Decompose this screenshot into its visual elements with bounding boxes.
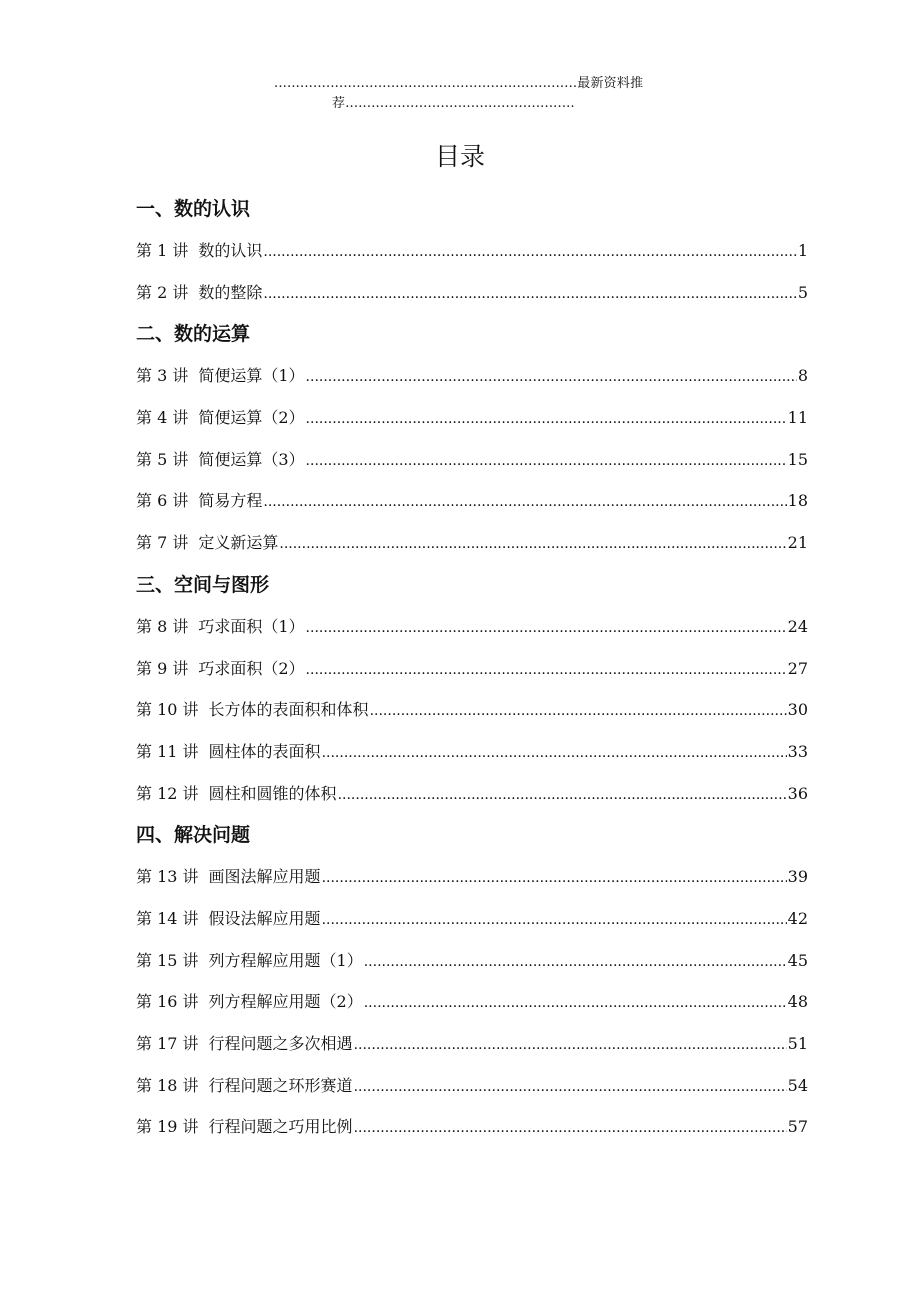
page-number: 27 [787,658,808,678]
lesson-number: 第 5 讲 [136,449,189,469]
dot-leader [306,606,787,648]
lesson-title: 行程问题之多次相遇 [208,1034,353,1053]
lesson-title: 行程问题之环形赛道 [208,1075,353,1095]
toc-entry[interactable] [136,606,808,648]
page-number: 24 [787,616,808,636]
page-number: 5 [797,282,808,302]
dot-leader [263,480,786,522]
page-header [274,74,694,114]
dot-leader [370,689,787,731]
toc-entry[interactable] [136,773,808,815]
page-number: 36 [787,783,808,803]
dot-leader [354,1065,787,1107]
lesson-number: 第 1 讲 [136,241,189,260]
lesson-title: 数的整除 [198,282,263,302]
lesson-number: 第 3 讲 [136,366,189,386]
page-number: 33 [787,741,808,761]
lesson-title: 简易方程 [198,491,263,511]
page-number: 45 [787,950,808,970]
dot-leader [306,439,787,481]
dot-leader [263,272,796,314]
toc-entry[interactable] [136,689,808,731]
page-number: 30 [787,700,808,720]
lesson-title: 简便运算（3） [198,449,305,469]
lesson-title: 圆柱和圆锥的体积 [208,783,337,803]
lesson-title: 圆柱体的表面积 [208,741,321,761]
lesson-number: 第 6 讲 [136,491,189,511]
dot-leader [279,522,786,564]
page-number: 54 [787,1075,808,1095]
toc-entry[interactable] [136,355,808,397]
toc-entry[interactable] [136,230,808,272]
lesson-number: 第 17 讲 [136,1034,199,1053]
lesson-number: 第 7 讲 [136,533,189,553]
page-number: 15 [787,449,808,469]
dot-leader [364,940,787,982]
page-number: 1 [797,241,808,260]
dot-leader [364,981,787,1023]
page-number: 57 [787,1117,808,1137]
lesson-title: 数的认识 [198,241,263,260]
page-number: 48 [787,992,808,1012]
page-number: 11 [787,408,808,428]
dot-leader [338,773,787,815]
section-heading: 二、数的运算 [136,323,251,346]
lesson-number: 第 10 讲 [136,700,199,720]
toc-entry[interactable] [136,898,808,940]
lesson-number: 第 4 讲 [136,408,189,428]
toc-entry[interactable] [136,1023,808,1065]
lesson-number: 第 2 讲 [136,282,189,302]
header-line-2: 荐..................................................... [332,96,575,111]
page-number: 42 [787,908,808,928]
lesson-number: 第 18 讲 [136,1075,199,1095]
lesson-title: 简便运算（2） [198,408,305,428]
toc-entry[interactable] [136,856,808,898]
lesson-title: 巧求面积（1） [198,616,305,636]
toc-entry[interactable] [136,480,808,522]
section-heading: 一、数的认识 [136,198,251,220]
lesson-number: 第 9 讲 [136,658,189,678]
dot-leader [322,856,787,898]
page-number: 39 [787,867,808,887]
lesson-title: 列方程解应用题（2） [208,992,363,1012]
lesson-title: 定义新运算 [198,533,279,553]
header-line-1: ......................................................................最新资料推 [274,76,644,91]
dot-leader [263,230,796,272]
lesson-title: 长方体的表面积和体积 [208,700,369,720]
lesson-number: 第 19 讲 [136,1117,199,1137]
lesson-title: 行程问题之巧用比例 [208,1117,353,1137]
page-number: 51 [787,1034,808,1053]
toc-entry[interactable] [136,397,808,439]
toc-entry[interactable] [136,981,808,1023]
section-heading: 三、空间与图形 [136,573,270,596]
toc-entry[interactable] [136,648,808,690]
lesson-title: 简便运算（1） [198,366,305,386]
dot-leader [322,898,787,940]
toc-entry[interactable] [136,940,808,982]
toc-entry[interactable] [136,1065,808,1107]
lesson-title: 列方程解应用题（1） [208,950,363,970]
lesson-number: 第 8 讲 [136,616,189,636]
toc-entry[interactable] [136,522,808,564]
lesson-number: 第 11 讲 [136,741,199,761]
toc-entry[interactable] [136,1106,808,1148]
lesson-title: 假设法解应用题 [208,908,321,928]
lesson-number: 第 12 讲 [136,783,199,803]
dot-leader [306,648,787,690]
section-heading: 四、解决问题 [136,824,251,847]
lesson-number: 第 16 讲 [136,992,199,1012]
toc-entry[interactable] [136,439,808,481]
lesson-number: 第 14 讲 [136,908,199,928]
dot-leader [322,731,787,773]
lesson-number: 第 13 讲 [136,867,199,887]
table-of-contents [136,188,808,1148]
dot-leader [354,1106,787,1148]
lesson-number: 第 15 讲 [136,950,199,970]
lesson-title: 画图法解应用题 [208,867,321,887]
dot-leader [306,397,787,439]
page-title: 目录 [434,142,485,171]
toc-entry[interactable] [136,731,808,773]
lesson-title: 巧求面积（2） [198,658,305,678]
page-number: 18 [787,491,808,511]
toc-entry[interactable] [136,272,808,314]
page-number: 21 [787,533,808,553]
dot-leader [354,1023,787,1065]
page-number: 8 [797,366,808,386]
dot-leader [306,355,797,397]
